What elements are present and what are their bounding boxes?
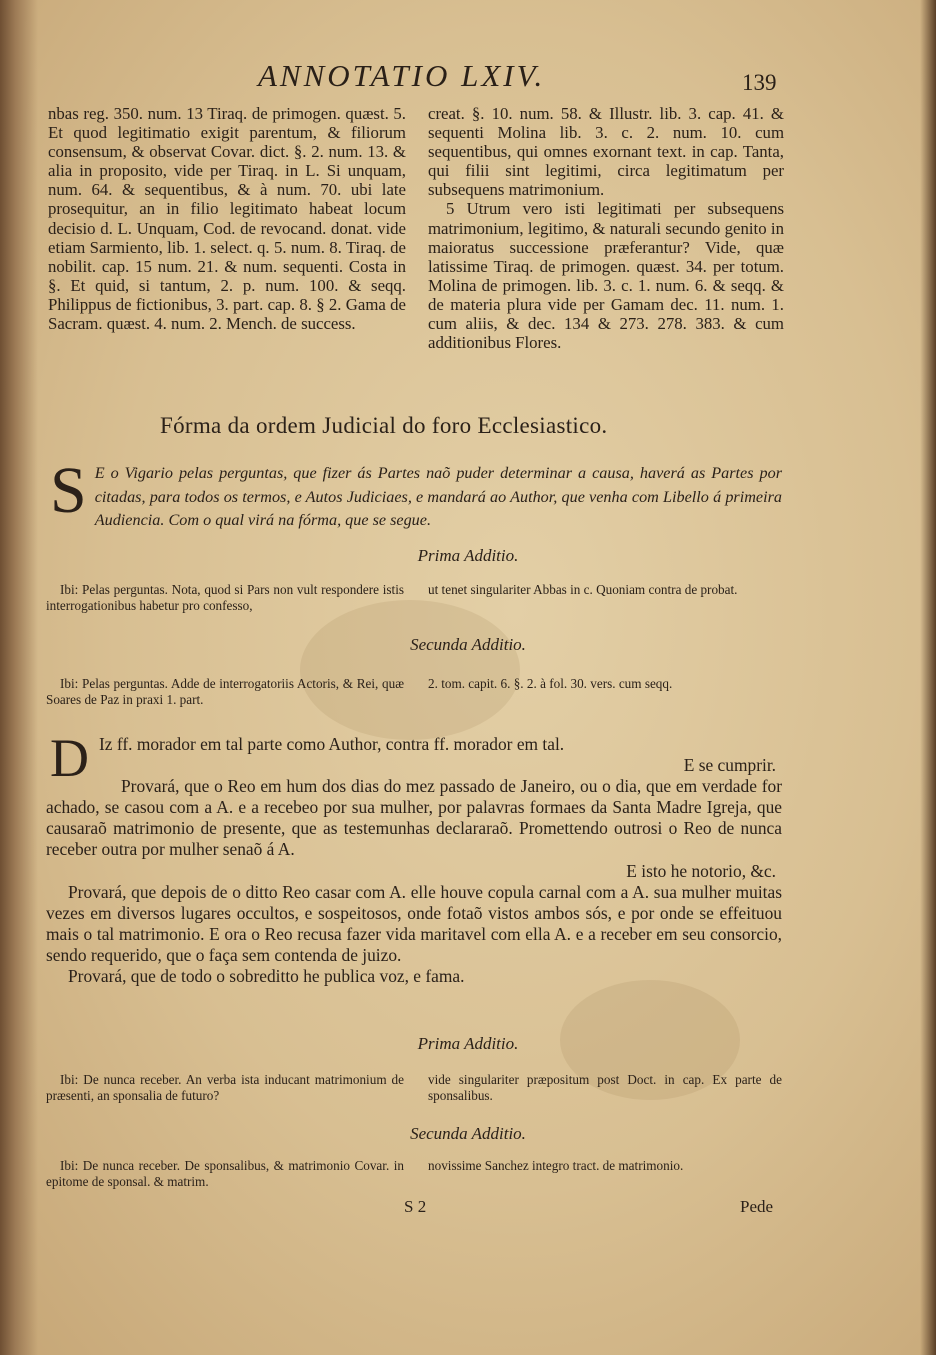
libel-text [46, 728, 782, 987]
libel-first-line: Iz ff. morador em tal parte como Author, contra ff. morador em tal. [99, 734, 565, 754]
addition-note-text: Ibi: Pelas perguntas. Nota, quod si Pars non vult respondere istis interrogationibus habetur pro confesso, [46, 582, 404, 614]
addition-note-left [46, 676, 404, 709]
top-left-text: nbas reg. 350. num. 13 Tiraq. de primogen. quæst. 5. Et quod legitimatio exigit parentum, & filiorum consensum, & observat Covar. dict. §. 2. num. 13. & alia in proposito, vide per Tiraq. in L. Si unquam, num. 64. & sequentibus, & à num. 70. ubi late prosequitur, an in filio legitimato habeat locum decisio d. L. Unquam, Cod. de revocand. donat. vide etiam Sarmiento, lib. 1. select. q. 5. num. 8. Tiraq. de nobilit. cap. 15 num. 21. & num. sequenti. Costa in §. Et quid, si tantum, 2. p. num. 100. & seqq. Philippus de fictionibus, 3. part. cap. 8. § 2. Gama de Sacram. quæst. 4. num. 2. Mench. de success. [48, 104, 406, 334]
addition-heading: Prima Additio. [417, 546, 519, 565]
section-title: Fórma da ordem Judicial do foro Ecclesiastico. [160, 413, 608, 438]
top-left-column [48, 104, 406, 333]
addition-note-text: Ibi: Pelas perguntas. Adde de interrogatoriis Actoris, & Rei, quæ Soares de Paz in praxi 1. part. [46, 676, 404, 708]
intro-dropcap: S [50, 454, 87, 527]
page-edge-shadow [920, 0, 936, 1355]
addition-note-right [428, 582, 782, 598]
top-right-column [428, 104, 784, 352]
addition-note-left [46, 1158, 404, 1191]
intro-paragraph [46, 454, 782, 533]
top-right-paragraph: creat. §. 10. num. 58. & Illustr. lib. 3. cap. 41. & sequenti Molina lib. 3. c. 2. num. 10. cum sequentibus, qui omnes exornant text. in cap. Tanta, qui filii sint legitimi, circa legitimatum per subsequens matrimonium. [428, 104, 784, 200]
addition-heading: Secunda Additio. [410, 635, 526, 654]
addition-note-text: 2. tom. capit. 6. §. 2. à fol. 30. vers. cum seqq. [428, 676, 673, 691]
paper-stain [300, 600, 520, 740]
intro-text: E o Vigario pelas perguntas, que fizer ás Partes naõ puder determinar a causa, haverá as Partes por citadas, para todos os termos, e Autos Judiciaes, e mandará ao Author, que venha com Libello á primeira Audiencia. Com o qual virá na fórma, que se segue. [94, 464, 782, 529]
page-number: 139 [742, 70, 777, 95]
addition-note-text: vide singulariter præpositum post Doct. in cap. Ex parte de sponsalibus. [428, 1072, 782, 1104]
catchword: Pede [740, 1197, 774, 1216]
top-right-paragraph: 5 Utrum vero isti legitimati per subsequens matrimonium, legitimo, & naturali secundo genito in maioratus successione præferantur? Vide, quæ latissime Tiraq. de primogen. quæst. 34. per totum. Molina de primogen. lib. 3. c. 1. num. 6. & seqq. & de materia plura vide per Gamam dec. 11. num. 1. cum aliis, & dec. 134 & 273. 278. 383. & cum additionibus Flores. [428, 199, 784, 353]
addition-heading: Prima Additio. [417, 1034, 519, 1053]
addition-heading: Secunda Additio. [410, 1124, 526, 1143]
addition-note-text: novissime Sanchez integro tract. de matrimonio. [428, 1158, 684, 1173]
running-head: ANNOTATIO LXIV. [258, 58, 546, 93]
addition-note-left [46, 1072, 404, 1105]
libel-article: Provará, que de todo o sobreditto he publica voz, e fama. [68, 966, 465, 987]
libel-closing-formula: E se cumprir. [683, 755, 776, 776]
addition-note-left [46, 582, 404, 615]
addition-note-text: Ibi: De nunca receber. An verba ista inducant matrimonium de præsenti, an sponsalia de futuro? [46, 1072, 404, 1104]
libel-dropcap: D [50, 728, 89, 788]
addition-note-right [428, 1158, 782, 1174]
libel-article: Provará, que o Reo em hum dos dias do mez passado de Janeiro, ou o dia, que em verdade for achado, se casou com a A. e a recebeo por sua mulher, por palavras formaes da Santa Madre Igreja, que causaraõ matrimonio de presente, que as testemunhas declararaõ. Promettendo outrosi o Reo de nunca receber outra por mulher senaõ á A. [46, 776, 782, 860]
binding-gutter [0, 0, 38, 1355]
addition-note-text: Ibi: De nunca receber. De sponsalibus, & matrimonio Covar. in epitome de sponsal. & matrim. [46, 1158, 404, 1190]
addition-note-right [428, 1072, 782, 1105]
addition-note-right [428, 676, 782, 692]
libel-article: Provará, que depois de o ditto Reo casar com A. elle houve copula carnal com a A. sua mulher muitas vezes em diversos lugares occultos, e sospeitosos, onde fotaõ vistos ambos sós, e por onde se effeituou mais o tal matrimonio. E ora o Reo recusa fazer vida maritavel com ella A. e a receber em seu consorcio, sendo requerido, que o faça sem contenda de juizo. [46, 881, 782, 965]
signature-mark: S 2 [404, 1197, 427, 1216]
libel-closing-formula: E isto he notorio, &c. [626, 860, 776, 881]
addition-note-text: ut tenet singulariter Abbas in c. Quoniam contra de probat. [428, 582, 738, 597]
